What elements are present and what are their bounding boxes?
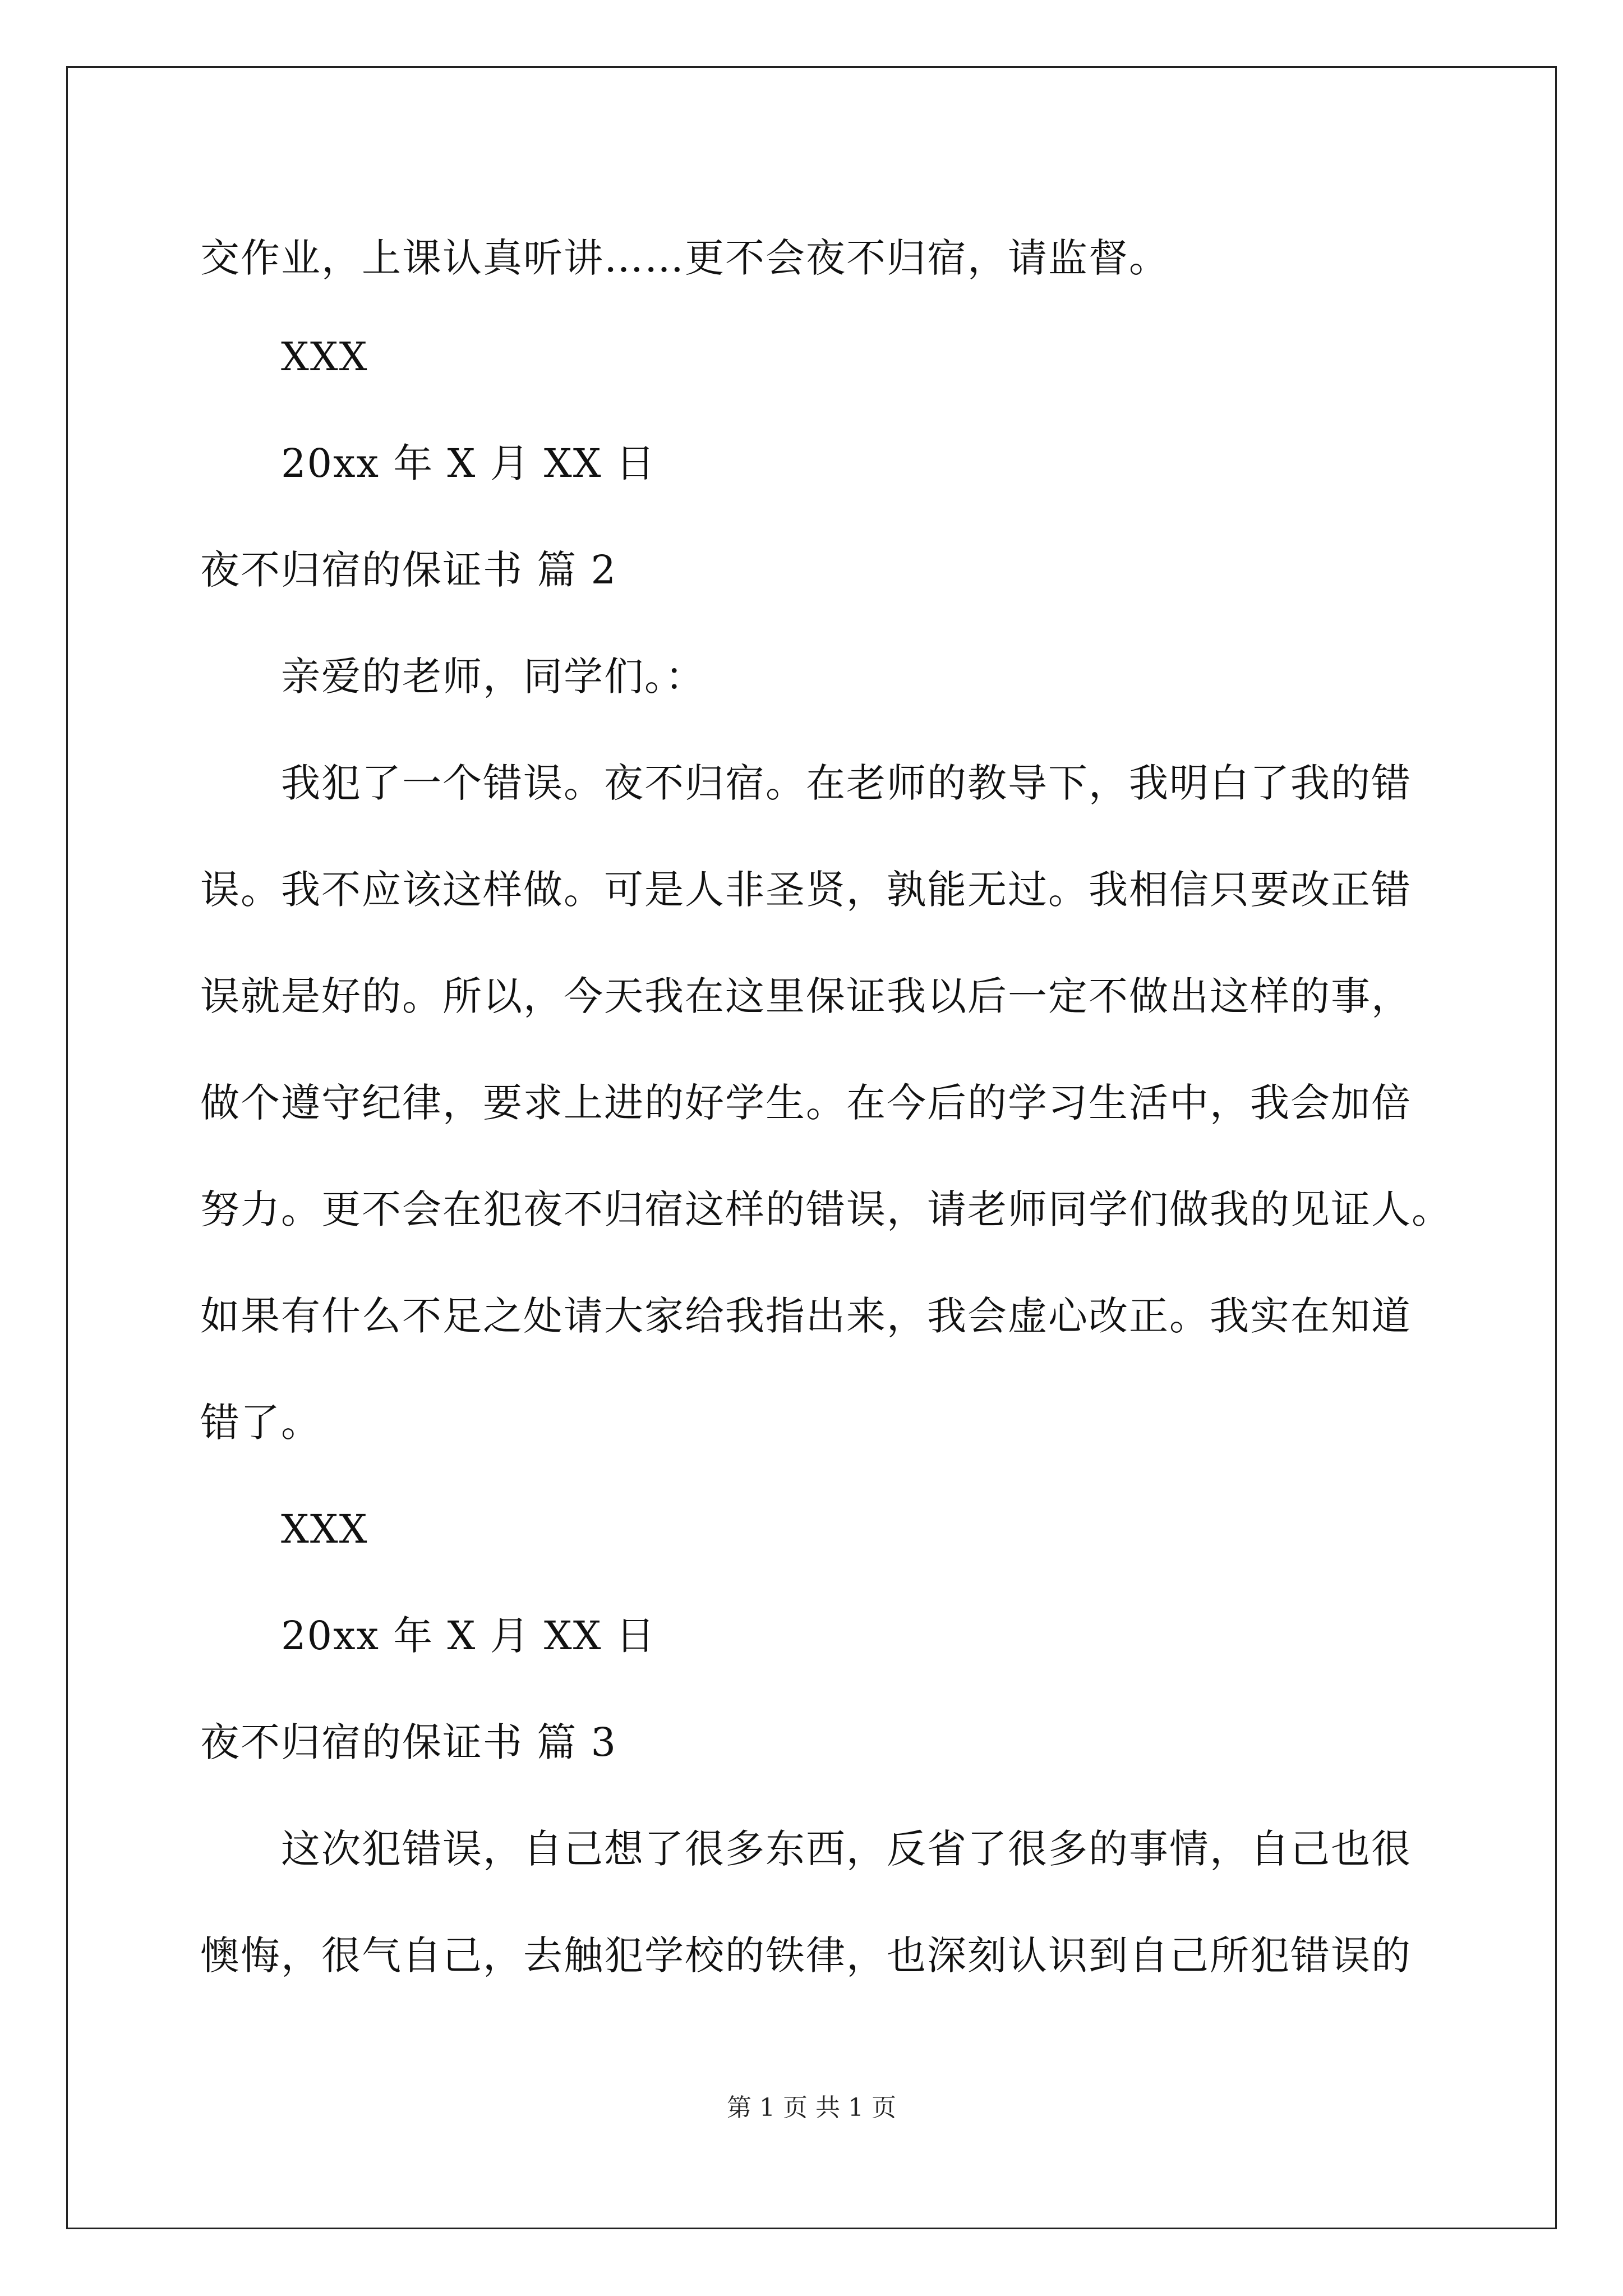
- text-line: 做个遵守纪律，要求上进的好学生。在今后的学习生活中，我会加倍: [200, 1080, 1412, 1126]
- salutation-line: 亲爱的老师，同学们。：: [281, 654, 706, 700]
- page-number-footer: 第 1 页 共 1 页: [727, 2093, 896, 2122]
- text-line: 错了。: [200, 1400, 321, 1446]
- section-heading: 夜不归宿的保证书 篇 3: [200, 1719, 617, 1765]
- text-line: 交作业，上课认真听讲……更不会夜不归宿，请监督。: [200, 235, 1169, 281]
- signature-line: XXX: [281, 334, 368, 380]
- text-line: 努力。更不会在犯夜不归宿这样的错误，请老师同学们做我的见证人。: [200, 1186, 1452, 1232]
- date-line: 20xx 年 X 月 XX 日: [281, 1613, 656, 1659]
- text-line: 这次犯错误，自己想了很多东西，反省了很多的事情，自己也很: [281, 1826, 1412, 1872]
- page-border: [66, 66, 1557, 2229]
- text-line: 误就是好的。所以，今天我在这里保证我以后一定不做出这样的事，: [200, 973, 1412, 1019]
- date-line: 20xx 年 X 月 XX 日: [281, 440, 656, 486]
- section-heading: 夜不归宿的保证书 篇 2: [200, 547, 617, 593]
- text-line: 误。我不应该这样做。可是人非圣贤，孰能无过。我相信只要改正错: [200, 867, 1412, 913]
- text-line: 懊悔，很气自己，去触犯学校的铁律，也深刻认识到自己所犯错误的: [200, 1932, 1412, 1978]
- text-line: 我犯了一个错误。夜不归宿。在老师的教导下，我明白了我的错: [281, 760, 1412, 806]
- signature-line: XXX: [281, 1506, 368, 1552]
- text-line: 如果有什么不足之处请大家给我指出来，我会虚心改正。我实在知道: [200, 1293, 1412, 1339]
